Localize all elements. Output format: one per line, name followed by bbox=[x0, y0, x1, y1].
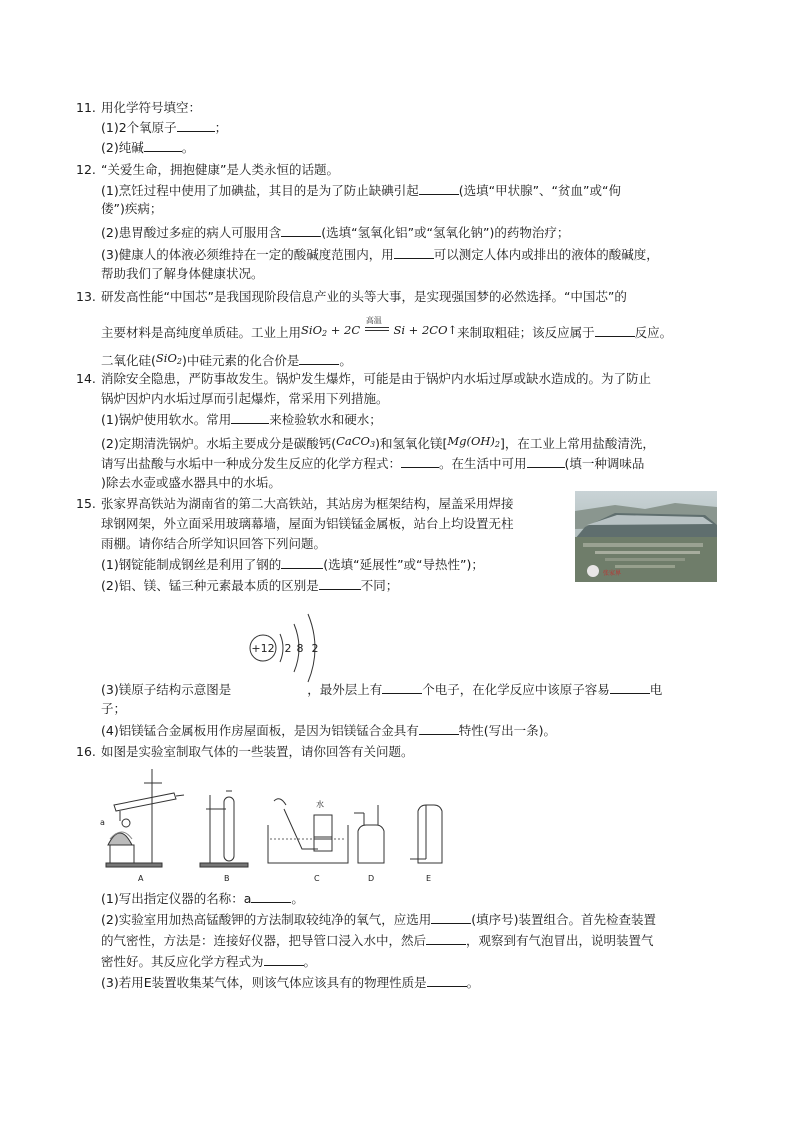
q14-line2: 锅炉因炉内水垢过厚而引起爆炸，常采用下列措施。 bbox=[101, 391, 389, 406]
q16-part2-line3: 密性好。其反应化学方程式为 。 bbox=[101, 954, 317, 969]
answer-blank[interactable] bbox=[527, 455, 565, 468]
label-C: C bbox=[314, 874, 320, 883]
q12-part1-line1: (1)烹饪过程中使用了加碘盐，其目的是为了防止缺碘引起 (选填“甲状腺”、“贫血”或“佝 bbox=[101, 183, 621, 198]
label-a: a bbox=[100, 818, 105, 827]
answer-blank[interactable] bbox=[426, 932, 466, 945]
answer-blank[interactable] bbox=[177, 119, 215, 132]
q15-line2: 球钢网架，外立面采用玻璃幕墙，屋面为铝镁锰金属板，站台上均设置无柱 bbox=[101, 516, 514, 531]
q12-number: 12. bbox=[76, 162, 96, 177]
answer-blank[interactable] bbox=[319, 577, 361, 590]
answer-blank[interactable] bbox=[144, 139, 182, 152]
answer-blank[interactable] bbox=[401, 455, 439, 468]
q14-part2-line3: )除去水壶或盛水器具中的水垢。 bbox=[101, 475, 281, 490]
answer-blank[interactable] bbox=[427, 974, 467, 987]
label-B: B bbox=[224, 874, 230, 883]
shell-2-electrons: 8 bbox=[296, 642, 304, 655]
reaction-equation: SiO$_2$ + 2C 高温 Si + 2CO↑ bbox=[301, 316, 458, 338]
q12-stem: “关爱生命，拥抱健康”是人类永恒的话题。 bbox=[101, 162, 339, 177]
q12-part1-line2: 偻”)疾病； bbox=[101, 201, 163, 216]
q15-part3-line2: 子； bbox=[101, 701, 127, 716]
q15-part2: (2)铝、镁、锰三种元素最本质的区别是 不同； bbox=[101, 578, 399, 593]
q11-part2: (2)纯碱 。 bbox=[101, 140, 195, 155]
nucleus-charge: +12 bbox=[251, 642, 275, 655]
q16-number: 16. bbox=[76, 744, 96, 759]
magnesium-atom-diagram bbox=[244, 604, 344, 692]
q14-number: 14. bbox=[76, 371, 96, 386]
shell-1-electrons: 2 bbox=[284, 642, 292, 655]
q14-part2-line2: 请写出盐酸与水垢中一种成分发生反应的化学方程式： 。在生活中可用 (填一种调味品 bbox=[101, 456, 645, 471]
q15-part3-line1: (3)镁原子结构示意图是 ，最外层上有 个电子，在化学反应中该原子容易 电 bbox=[101, 682, 663, 697]
answer-blank[interactable] bbox=[264, 953, 304, 966]
label-D: D bbox=[368, 874, 375, 883]
q11-stem: 用化学符号填空： bbox=[101, 100, 202, 115]
shell-3-electrons: 2 bbox=[311, 642, 319, 655]
answer-blank[interactable] bbox=[595, 324, 635, 337]
q11-number: 11. bbox=[76, 100, 96, 115]
answer-blank[interactable] bbox=[382, 681, 422, 694]
q14-line1: 消除安全隐患，严防事故发生。锅炉发生爆炸，可能是由于锅炉内水垢过厚或缺水造成的。为了防止 bbox=[101, 371, 652, 386]
answer-blank[interactable] bbox=[431, 911, 471, 924]
q12-part3-line2: 帮助我们了解身体健康状况。 bbox=[101, 266, 264, 281]
q16-part3: (3)若用E装置收集某气体，则该气体应该具有的物理性质是 。 bbox=[101, 975, 480, 990]
q16-stem: 如图是实验室制取气体的一些装置，请你回答有关问题。 bbox=[101, 744, 414, 759]
q15-line1: 张家界高铁站为湖南省的第二大高铁站，其站房为框架结构，屋盖采用焊接 bbox=[101, 496, 514, 511]
photo-watermark: 张家界 bbox=[603, 570, 622, 577]
q14-part1: (1)锅炉使用软水。常用 来检验软水和硬水； bbox=[101, 412, 382, 427]
q15-line3: 雨棚。请你结合所学知识回答下列问题。 bbox=[101, 536, 327, 551]
answer-blank[interactable] bbox=[281, 556, 323, 569]
lab-apparatus-diagram bbox=[96, 765, 456, 887]
label-A: A bbox=[138, 874, 144, 883]
q16-part1: (1)写出指定仪器的名称：a 。 bbox=[101, 891, 304, 906]
q13-line3: 二氧化硅(SiO$_2$)中硅元素的化合价是 。 bbox=[101, 351, 352, 368]
q14-part2-line1: (2)定期清洗锅炉。水垢主要成分是碳酸钙(CaCO$_3$)和氢氧化镁$[Mg(OH)_2]$，在工业上常用盐酸清洗， bbox=[101, 434, 655, 451]
label-E: E bbox=[426, 874, 432, 883]
answer-blank[interactable] bbox=[394, 246, 434, 259]
answer-blank[interactable] bbox=[419, 722, 459, 735]
answer-blank[interactable] bbox=[299, 352, 339, 365]
q12-part2: (2)患胃酸过多症的病人可服用含 (选填“氢氧化铝”或“氢氧化钠”)的药物治疗； bbox=[101, 225, 570, 240]
q16-part2-line2: 的气密性，方法是：连接好仪器，把导管口浸入水中，然后 ，观察到有气泡冒出，说明装置气 bbox=[101, 933, 654, 948]
q16-part2-line1: (2)实验室用加热高锰酸钾的方法制取较纯净的氧气，应选用 (填序号)装置组合。首先检查装置 bbox=[101, 912, 656, 927]
answer-blank[interactable] bbox=[281, 224, 321, 237]
label-water: 水 bbox=[316, 800, 324, 809]
q15-part4: (4)铝镁锰合金属板用作房屋面板，是因为铝镁锰合金具有 特性(写出一条)。 bbox=[101, 723, 556, 738]
q12-part3-line1: (3)健康人的体液必须维持在一定的酸碱度范围内，用 可以测定人体内或排出的液体的酸碱度， bbox=[101, 247, 659, 262]
answer-blank[interactable] bbox=[419, 182, 459, 195]
q11-part1: (1)2个氧原子 ； bbox=[101, 120, 228, 135]
q13-number: 13. bbox=[76, 289, 96, 304]
answer-blank[interactable] bbox=[610, 681, 650, 694]
q13-line1: 研发高性能“中国芯”是我国现阶段信息产业的头等大事，是实现强国梦的必然选择。“中国芯”的 bbox=[101, 289, 627, 304]
q13-line2: 主要材料是高纯度单质硅。工业上用SiO$_2$ + 2C 高温 Si + 2CO↑来制取粗硅；该反应属于 反应。 bbox=[101, 316, 673, 340]
q15-number: 15. bbox=[76, 496, 96, 511]
answer-blank[interactable] bbox=[231, 411, 269, 424]
q15-part1: (1)钢锭能制成钢丝是利用了钢的 (选填“延展性”或“导热性”)； bbox=[101, 557, 484, 572]
railway-station-photo bbox=[575, 491, 717, 582]
answer-blank[interactable] bbox=[251, 890, 291, 903]
